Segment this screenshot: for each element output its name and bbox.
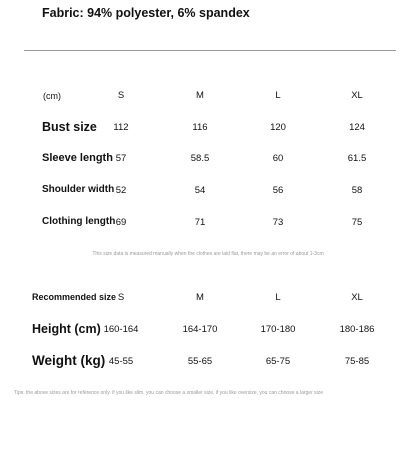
height-xl: 180-186 bbox=[339, 324, 375, 335]
size-header-s: S bbox=[117, 90, 125, 101]
weight-m: 55-65 bbox=[187, 356, 213, 367]
row-label-length: Clothing length bbox=[42, 216, 116, 227]
divider bbox=[24, 50, 396, 51]
shoulder-m: 54 bbox=[194, 185, 206, 196]
size-header-m: M bbox=[196, 90, 204, 101]
weight-l: 65-75 bbox=[265, 356, 291, 367]
size-header-l: L bbox=[275, 90, 281, 101]
shoulder-l: 56 bbox=[272, 185, 284, 196]
rec-header-xl: XL bbox=[351, 292, 363, 303]
rec-header-s: S bbox=[117, 292, 125, 303]
fabric-info: Fabric: 94% polyester, 6% spandex bbox=[42, 6, 250, 20]
weight-s: 45-55 bbox=[108, 356, 134, 367]
bust-s: 112 bbox=[113, 122, 129, 133]
row-label-height: Height (cm) bbox=[32, 322, 101, 336]
sleeve-l: 60 bbox=[272, 153, 284, 164]
height-m: 164-170 bbox=[182, 324, 218, 335]
rec-header-m: M bbox=[196, 292, 204, 303]
tips-note: Tips: the above sizes are for reference only. if you like slim, you can choose a smaller size, if you like oversize, you can choose a larger size bbox=[14, 390, 324, 396]
sleeve-s: 57 bbox=[115, 153, 127, 164]
size-header-xl: XL bbox=[351, 90, 363, 101]
row-label-sleeve: Sleeve length bbox=[42, 152, 113, 164]
length-xl: 75 bbox=[351, 217, 363, 228]
bust-xl: 124 bbox=[349, 122, 365, 133]
length-s: 69 bbox=[115, 217, 127, 228]
height-s: 160-164 bbox=[103, 324, 139, 335]
row-label-bust: Bust size bbox=[42, 120, 97, 134]
shoulder-s: 52 bbox=[115, 185, 127, 196]
height-l: 170-180 bbox=[260, 324, 296, 335]
sleeve-m: 58.5 bbox=[190, 153, 210, 164]
length-l: 73 bbox=[272, 217, 284, 228]
measurement-note: This size data is measured manually when the clothes are laid flat, there may be an error of about 1-3cm bbox=[92, 251, 324, 257]
weight-xl: 75-85 bbox=[344, 356, 370, 367]
row-label-shoulder: Shoulder width bbox=[42, 184, 115, 195]
shoulder-xl: 58 bbox=[351, 185, 363, 196]
rec-header-l: L bbox=[275, 292, 281, 303]
length-m: 71 bbox=[194, 217, 206, 228]
sleeve-xl: 61.5 bbox=[347, 153, 367, 164]
unit-label: (cm) bbox=[43, 91, 61, 101]
bust-l: 120 bbox=[270, 122, 286, 133]
recommend-title: Recommended size bbox=[32, 292, 117, 302]
bust-m: 116 bbox=[192, 122, 208, 133]
row-label-weight: Weight (kg) bbox=[32, 353, 106, 368]
